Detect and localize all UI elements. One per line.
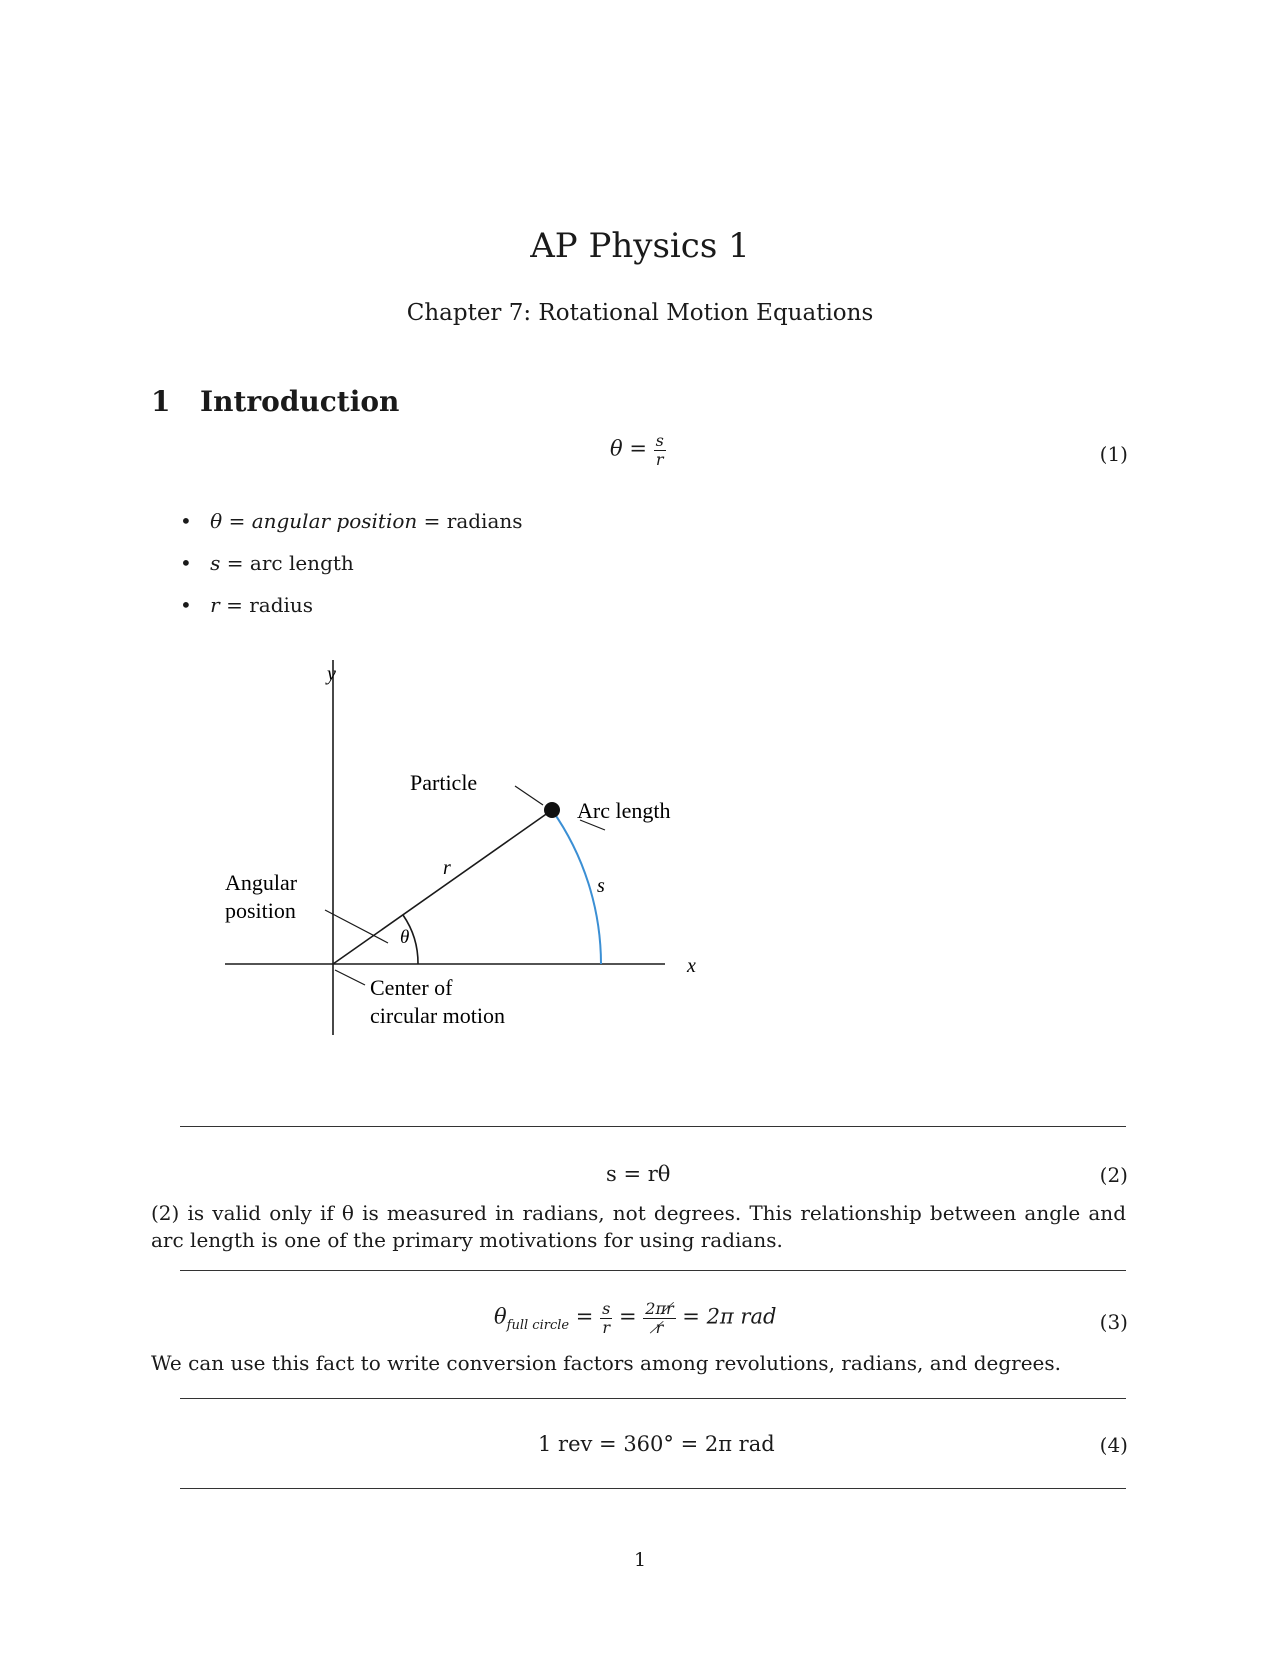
bullet-eq: = bbox=[226, 593, 243, 617]
eq3-f1-denominator: r bbox=[602, 1317, 610, 1337]
bullet-eq: = bbox=[226, 551, 244, 575]
bullet-symbol: θ bbox=[210, 509, 223, 533]
eq1-fraction bbox=[654, 432, 666, 468]
list-item bbox=[180, 542, 523, 584]
eq3-equals: = bbox=[575, 1304, 594, 1329]
center-label-line1: Center of bbox=[370, 975, 453, 1000]
section-title: Introduction bbox=[200, 385, 400, 418]
particle-dot bbox=[544, 802, 560, 818]
page-subtitle: Chapter 7: Rotational Motion Equations bbox=[406, 300, 874, 326]
eq3-fraction-1 bbox=[600, 1300, 612, 1336]
eq1-lhs: θ = bbox=[610, 436, 647, 461]
equation-3 bbox=[494, 1300, 776, 1336]
equation-4: 1 rev = 360° = 2π rad bbox=[538, 1432, 775, 1456]
eq3-f1-numerator: s bbox=[602, 1299, 611, 1318]
arc-length-label: Arc length bbox=[577, 798, 671, 823]
divider bbox=[180, 1270, 1126, 1271]
angular-label-line2: position bbox=[225, 898, 296, 923]
paragraph-conversion: We can use this fact to write conversion factors among revolutions, radians, and degrees. bbox=[151, 1351, 1062, 1375]
eq1-denominator: r bbox=[655, 449, 664, 469]
center-label-line2: circular motion bbox=[370, 1003, 506, 1028]
angular-leader bbox=[325, 910, 388, 943]
arc-s-curve bbox=[552, 810, 601, 964]
x-axis-label: x bbox=[687, 955, 696, 977]
equation-2: s = rθ bbox=[606, 1162, 671, 1186]
equation-4-label: (4) bbox=[1099, 1433, 1128, 1457]
eq3-rhs: = 2π rad bbox=[682, 1304, 777, 1329]
paragraph-radians: (2) is valid only if θ is measured in radians, not degrees. This relationship between angle and arc length is one of the primary motivations for using radians. bbox=[151, 1201, 1126, 1252]
radius-line bbox=[333, 810, 552, 964]
divider bbox=[180, 1488, 1126, 1489]
r-label: r bbox=[443, 857, 451, 879]
eq3-theta: θ bbox=[494, 1304, 507, 1329]
bullet-definition: radius bbox=[249, 593, 314, 617]
eq1-numerator: s bbox=[655, 431, 664, 450]
divider bbox=[180, 1398, 1126, 1399]
equation-2-label: (2) bbox=[1099, 1163, 1128, 1187]
theta-label: θ bbox=[400, 927, 410, 948]
bullet-eq: = bbox=[228, 509, 246, 533]
page-title: AP Physics 1 bbox=[530, 226, 750, 266]
y-axis-label: y bbox=[327, 663, 336, 685]
equation-1 bbox=[610, 432, 666, 468]
bullet-extra: = radians bbox=[423, 509, 523, 533]
eq3-subscript: full circle bbox=[506, 1317, 570, 1333]
bullet-definition: angular position bbox=[251, 509, 418, 533]
angular-label-line1: Angular bbox=[225, 870, 298, 895]
list-item bbox=[180, 500, 523, 542]
definition-list bbox=[180, 500, 523, 626]
particle-leader bbox=[515, 786, 543, 805]
eq3-f2-numerator: 2πr̸ bbox=[645, 1299, 674, 1318]
bullet-symbol: s bbox=[210, 551, 221, 575]
eq3-fraction-2 bbox=[643, 1300, 675, 1336]
equation-3-label: (3) bbox=[1099, 1310, 1128, 1334]
angular-position-diagram bbox=[225, 650, 705, 1040]
equation-1-label: (1) bbox=[1099, 442, 1128, 466]
divider bbox=[180, 1126, 1126, 1127]
eq3-f2-denominator: r̸ bbox=[655, 1317, 664, 1337]
page-number: 1 bbox=[633, 1549, 647, 1571]
list-item bbox=[180, 584, 523, 626]
bullet-symbol: r bbox=[210, 593, 220, 617]
eq3-equals-2: = bbox=[618, 1304, 637, 1329]
center-leader bbox=[335, 970, 365, 985]
bullet-definition: arc length bbox=[249, 551, 354, 575]
particle-label: Particle bbox=[410, 770, 478, 795]
s-label: s bbox=[597, 875, 605, 897]
section-number: 1 bbox=[151, 385, 171, 418]
